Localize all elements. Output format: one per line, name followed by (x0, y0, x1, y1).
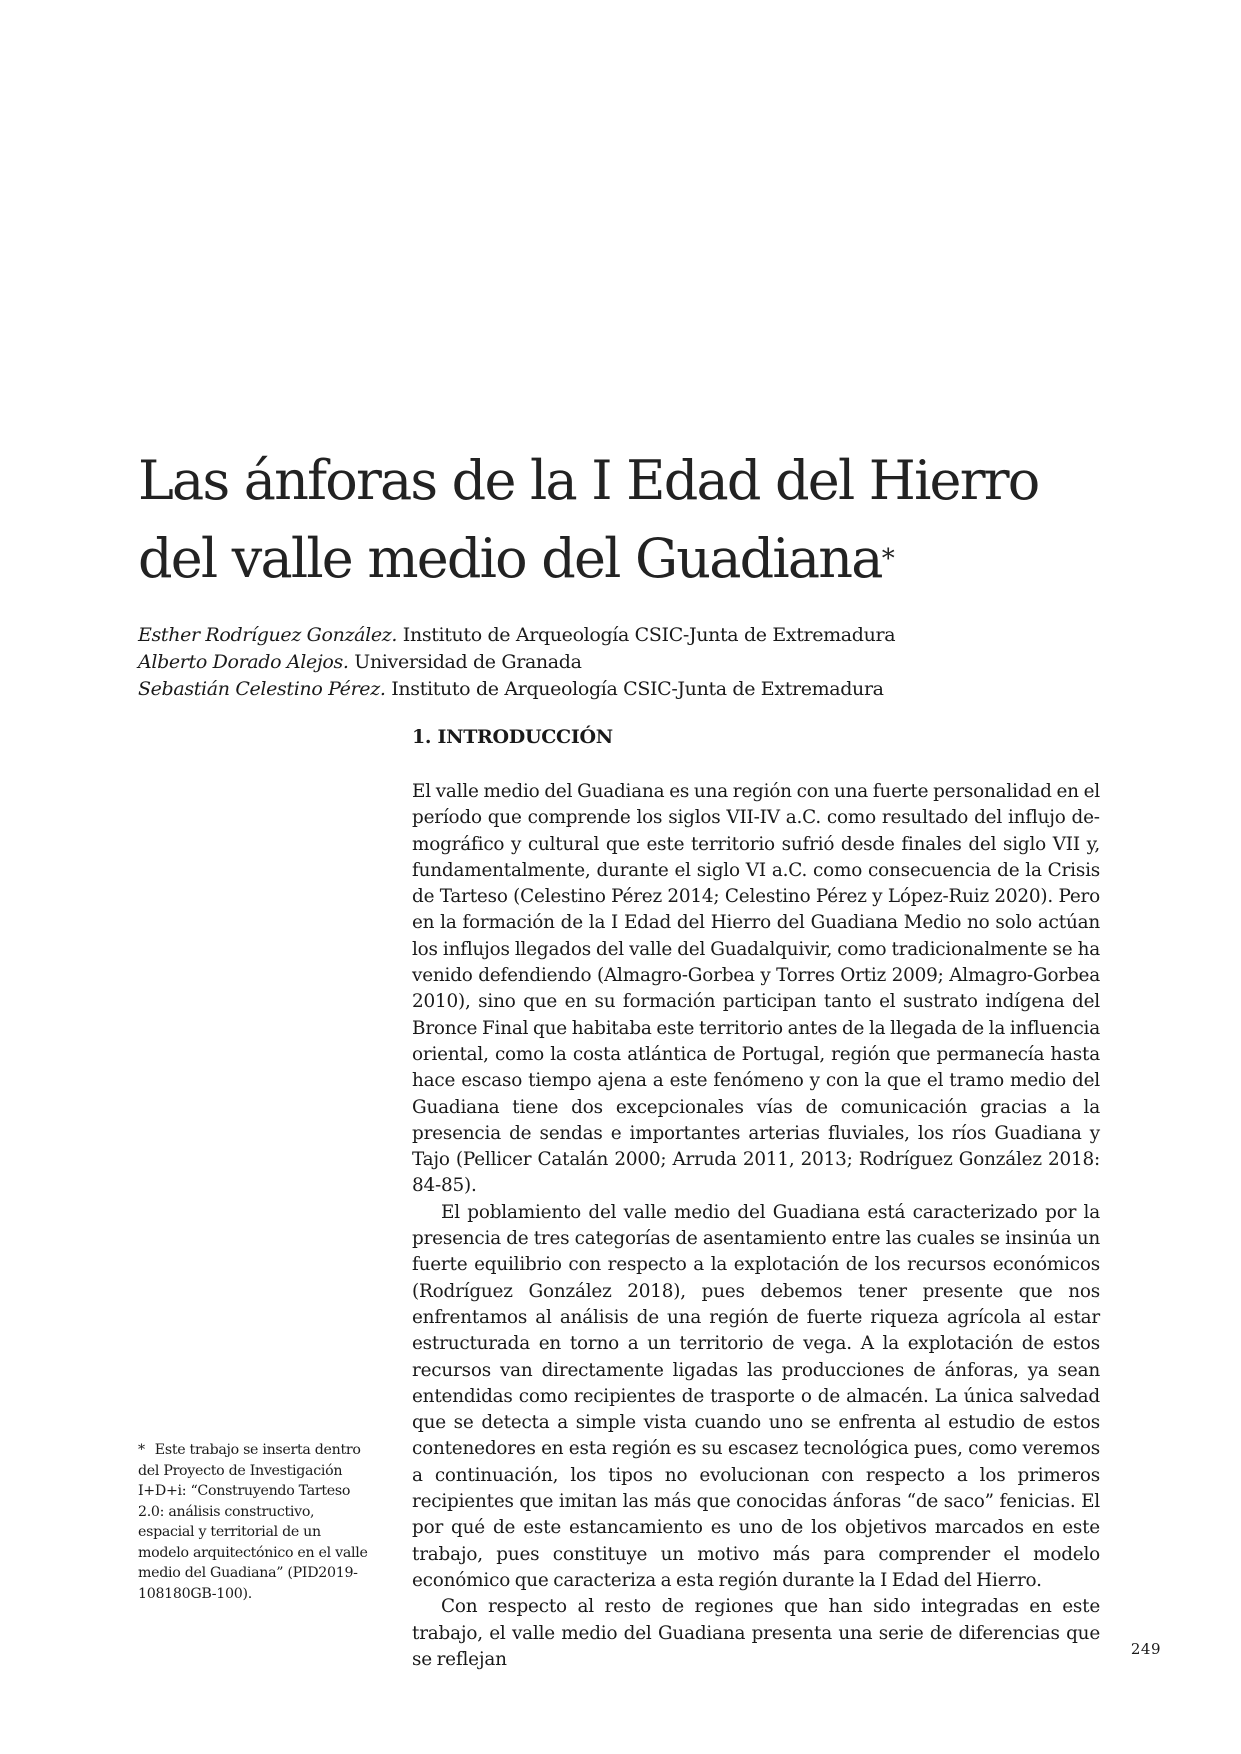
section-heading: 1. INTRODUCCIÓN (412, 726, 613, 748)
body-paragraph: Con respecto al resto de regiones que han sido integradas en este trabajo, el valle medio del Guadiana presenta una serie de diferencias que se reflejan (412, 1596, 1100, 1670)
author-name: Esther Rodríguez González. (138, 624, 398, 646)
author-name: Alberto Dorado Alejos. (138, 651, 349, 673)
footnote-text: Este trabajo se inserta dentro del Proyecto de Investigación I+D+i: “Construyendo Tarteso 2.0: análisis constructivo, espacial y territorial de un modelo arquitectónico en el valle medio del Guadiana” (PID2019-108180GB-100). (138, 1442, 368, 1602)
author-affiliation: Instituto de Arqueología CSIC-Junta de Extremadura (385, 678, 884, 700)
footnote-mark: * (138, 1442, 145, 1458)
author-line (138, 622, 1138, 649)
author-line (138, 649, 1138, 676)
title-line-1: Las ánforas de la I Edad del Hierro (138, 449, 1039, 512)
author-line (138, 676, 1138, 703)
author-list (138, 622, 1138, 703)
title-line-2: del valle medio del Guadiana (138, 527, 882, 590)
author-name: Sebastián Celestino Pérez. (138, 678, 386, 700)
author-affiliation: Instituto de Arqueología CSIC-Junta de Extremadura (397, 624, 896, 646)
article-title (138, 442, 1138, 598)
page-number: 249 (1130, 1640, 1161, 1658)
title-footnote-mark: * (881, 544, 895, 574)
footnote (138, 1440, 370, 1604)
body-paragraph: El valle medio del Guadiana es una región con una fuerte personalidad en el período que comprende los siglos VII-IV a.C. como resultado del influjo demográfico y cultural que este territorio sufrió desde finales del siglo VII y, fundamentalmente, durante el siglo VI a.C. como consecuencia de la Crisis de Tarteso (Celestino Pérez 2014; Celestino Pérez y López-Ruiz 2020). Pero en la formación de la I Edad del Hierro del Guadiana Medio no solo actúan los influjos llegados del valle del Guadalquivir, como tradicionalmente se ha venido defendiendo (Almagro-Gorbea y Torres Ortiz 2009; Almagro-Gorbea 2010), sino que en su formación participan tanto el sustrato indígena del Bronce Final que habitaba este territorio antes de la llegada de la influencia oriental, como la costa atlántica de Portugal, región que permanecía hasta hace escaso tiempo ajena a este fenómeno y con la que el tramo medio del Guadiana tiene dos excepcionales vías de comunicación gracias a la presencia de sendas e importantes arterias fluviales, los ríos Guadiana y Tajo (Pellicer Catalán 2000; Arruda 2011, 2013; Rodríguez González 2018: 84-85). (412, 781, 1100, 1197)
body-text (412, 779, 1100, 1673)
body-paragraph: El poblamiento del valle medio del Guadiana está caracterizado por la presencia de tres categorías de asentamiento entre las cuales se insinúa un fuerte equilibrio con respecto a la explotación de los recursos económicos (Rodríguez González 2018), pues debemos tener presente que nos enfrentamos al análisis de una región de fuerte riqueza agrícola al estar estructurada en torno a un territorio de vega. A la explotación de estos recursos van directamente ligadas las producciones de ánforas, ya sean entendidas como recipientes de trasporte o de almacén. La única salvedad que se detecta a simple vista cuando uno se enfrenta al estudio de estos contenedores en esta región es su escasez tecnológica pues, como veremos a continuación, los tipos no evolucionan con respecto a los primeros recipientes que imitan las más que conocidas ánforas “de saco” fenicias. El por qué de este estancamiento es uno de los objetivos marcados en este trabajo, pues constituye un motivo más para comprender el modelo económico que caracteriza a esta región durante la I Edad del Hierro. (412, 1201, 1100, 1591)
author-affiliation: Universidad de Granada (348, 651, 582, 673)
